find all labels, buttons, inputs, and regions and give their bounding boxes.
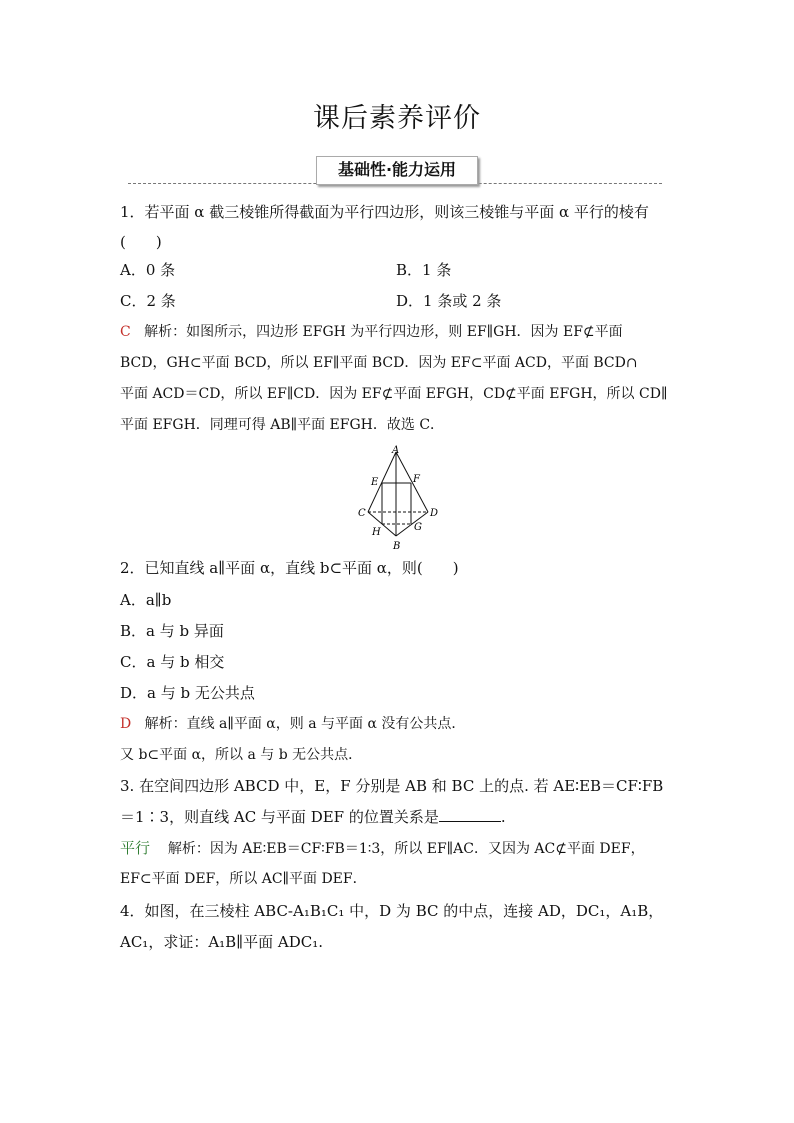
- q2-option-b: B．a 与 b 异面: [120, 622, 224, 640]
- figure-label-h: H: [372, 527, 381, 538]
- q2-option-d: D．a 与 b 无公共点: [120, 684, 255, 702]
- section-header: [128, 152, 662, 186]
- figure-label-b: B: [393, 541, 401, 552]
- page-title: 课后素养评价: [313, 103, 481, 134]
- q3-stem-end: .: [500, 808, 506, 826]
- q1-solution-text1: 解析：如图所示，四边形 EFGH 为平行四边形，则 EF∥GH．因为 EF⊄平面: [144, 324, 623, 340]
- q1-solution-line2: BCD，GH⊂平面 BCD，所以 EF∥平面 BCD．因为 EF⊂平面 ACD，平面 BCD∩: [120, 355, 638, 371]
- q3-answer-blank: [439, 807, 501, 822]
- q1-option-c: C．2 条: [120, 292, 176, 310]
- figure-label-a: A: [392, 445, 400, 456]
- q4-stem-line1: 4．如图，在三棱柱 ABC-A₁B₁C₁ 中，D 为 BC 的中点，连接 AD，DC₁，A₁B，: [120, 902, 664, 920]
- q2-solution-line1: [120, 714, 465, 734]
- figure-label-g: G: [414, 522, 422, 533]
- q2-option-a: A．a∥b: [120, 591, 172, 609]
- q1-option-d: D．1 条或 2 条: [396, 292, 502, 310]
- q3-stem-line2: [120, 807, 506, 827]
- q3-solution-line2: EF⊂平面 DEF，所以 AC∥平面 DEF．: [120, 871, 367, 887]
- q2-option-c: C．a 与 b 相交: [120, 653, 225, 671]
- q2-solution-line2: 又 b⊂平面 α，所以 a 与 b 无公共点．: [120, 747, 363, 763]
- q3-stem-text: ＝1∶3，则直线 AC 与平面 DEF 的位置关系是: [120, 808, 439, 826]
- q3-stem-line1: 3. 在空间四边形 ABCD 中，E，F 分别是 AB 和 BC 上的点. 若 AE∶EB＝CF∶FB: [120, 777, 664, 795]
- figure-label-e: E: [371, 477, 379, 488]
- q1-option-a: A．0 条: [120, 261, 176, 279]
- q1-solution-line3: 平面 ACD＝CD，所以 EF∥CD．因为 EF⊄平面 EFGH，CD⊄平面 EFGH，所以 CD∥: [120, 386, 668, 402]
- q1-stem-line1: 1．若平面 α 截三棱锥所得截面为平行四边形，则该三棱锥与平面 α 平行的棱有: [120, 203, 649, 221]
- q1-stem-line2: ( ): [120, 233, 162, 251]
- figure-label-f: F: [413, 474, 420, 485]
- section-title: 基础性·能力运用: [316, 156, 478, 185]
- q1-solution-line4: 平面 EFGH．同理可得 AB∥平面 EFGH．故选 C．: [120, 417, 445, 433]
- q4-stem-line2: AC₁，求证：A₁B∥平面 ADC₁.: [120, 933, 324, 951]
- q3-solution-text1: 解析：因为 AE∶EB＝CF∶FB＝1∶3，所以 EF∥AC．又因为 AC⊄平面 DEF，: [167, 841, 645, 857]
- q1-tetrahedron-figure: [357, 444, 447, 554]
- q3-solution-line1: [120, 838, 645, 859]
- q1-option-b: B．1 条: [396, 261, 452, 279]
- q2-answer-letter: D: [120, 716, 132, 732]
- q2-solution-text1: 解析：直线 a∥平面 α，则 a 与平面 α 没有公共点．: [144, 716, 466, 732]
- q2-stem: 2．已知直线 a∥平面 α，直线 b⊂平面 α，则( ): [120, 559, 459, 577]
- q1-answer-letter: C: [120, 324, 131, 340]
- q1-solution-line1: [120, 322, 623, 342]
- figure-label-d: D: [430, 508, 439, 519]
- q3-answer: 平行: [120, 839, 151, 857]
- figure-label-c: C: [358, 508, 366, 519]
